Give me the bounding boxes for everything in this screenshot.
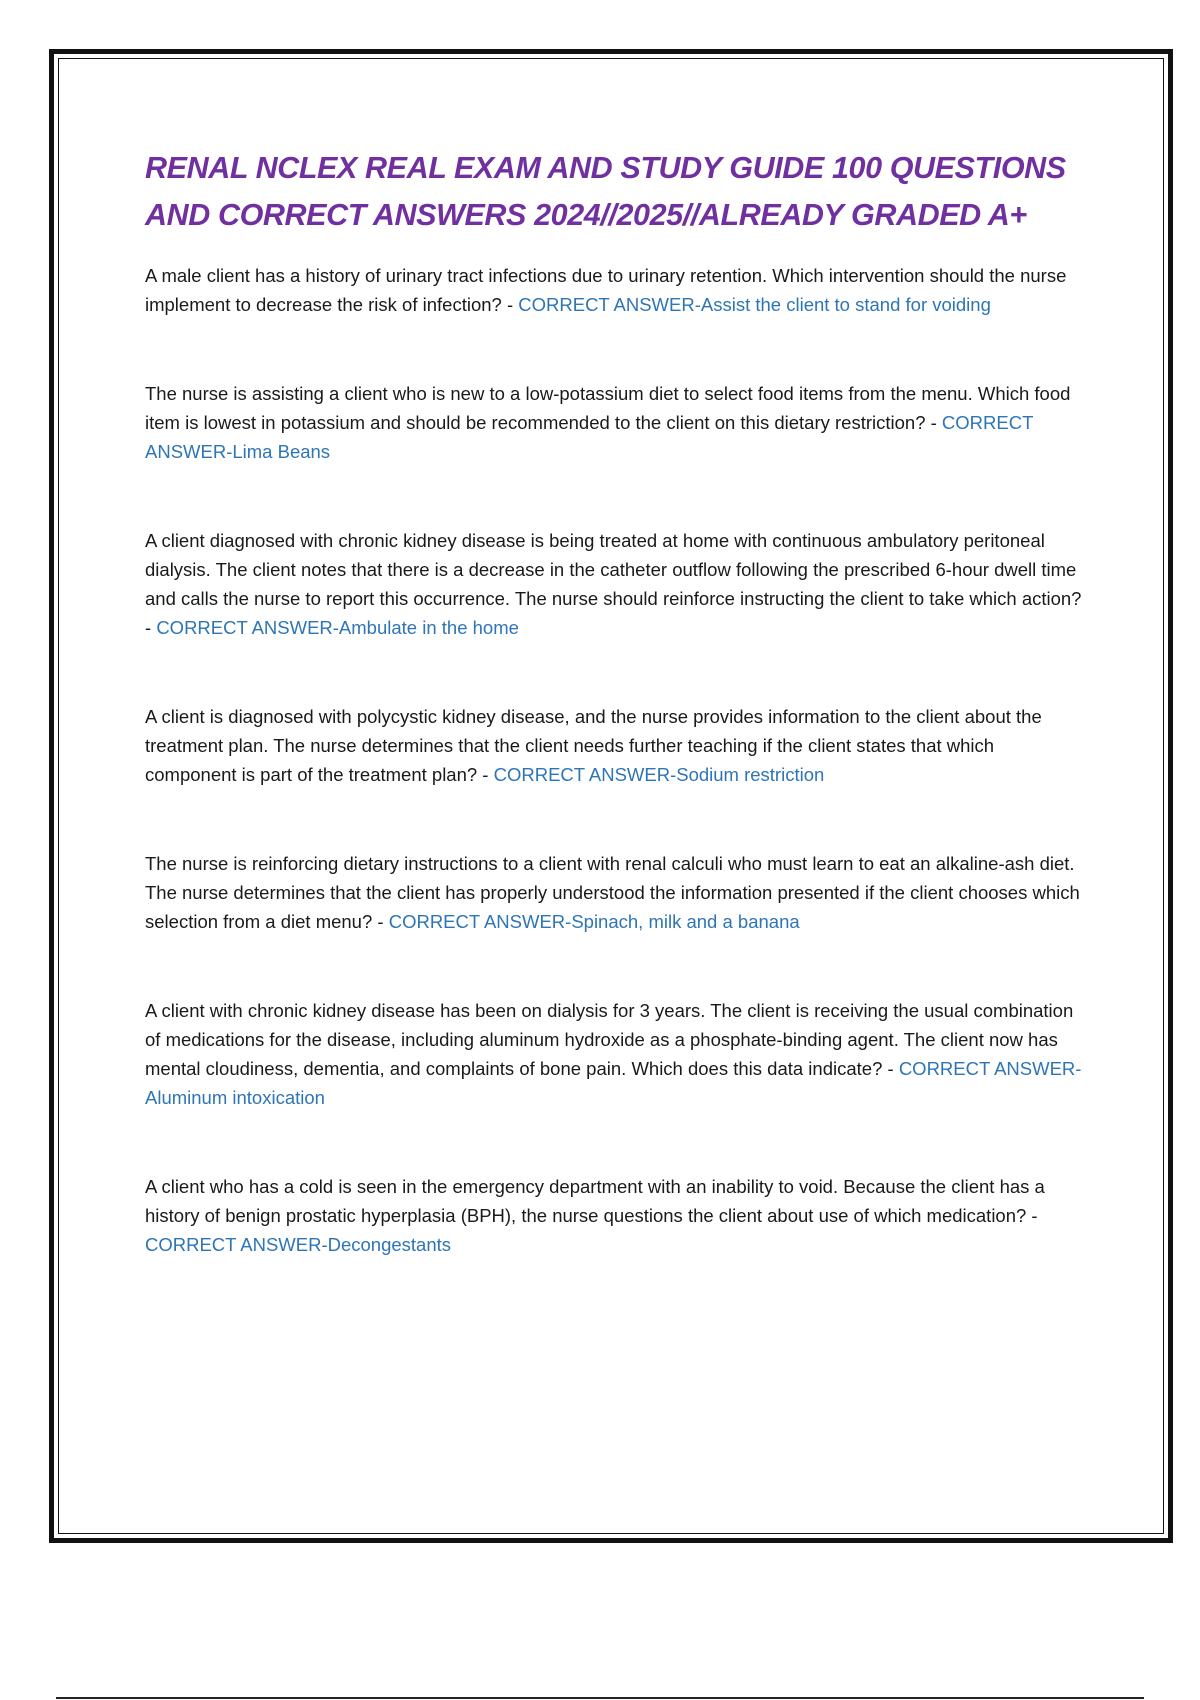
document-content (145, 145, 1090, 1319)
question-text: The nurse is reinforcing dietary instructions to a client with renal calculi who must learn to eat an alkaline-ash diet. The nurse determines that the client has properly understood the information presented if the client chooses which selection from a diet menu? - (145, 853, 1080, 932)
correct-answer: CORRECT ANSWER-Aluminum intoxication (145, 1058, 1082, 1108)
question-block-3 (145, 526, 1090, 642)
question-text: A client who has a cold is seen in the emergency department with an inability to void. Because the client has a history of benign prostatic hyperplasia (BPH), the nurse questions the client about use of which medication? - (145, 1176, 1045, 1226)
question-block-2 (145, 379, 1090, 466)
question-text: A client diagnosed with chronic kidney disease is being treated at home with continuous ambulatory peritoneal dialysis. The client notes that there is a decrease in the catheter outflow following the prescribed 6-hour dwell time and calls the nurse to report this occurrence. The nurse should reinforce instructing the client to take which action? - (145, 530, 1082, 638)
question-block-7 (145, 1172, 1090, 1259)
question-block-6 (145, 996, 1090, 1112)
question-text: A client with chronic kidney disease has been on dialysis for 3 years. The client is receiving the usual combination of medications for the disease, including aluminum hydroxide as a phosphate-binding agent. The client now has mental cloudiness, dementia, and complaints of bone pain. Which does this data indicate? - (145, 1000, 1074, 1079)
correct-answer: CORRECT ANSWER-Ambulate in the home (156, 617, 519, 638)
question-block-4 (145, 702, 1090, 789)
page-bottom-rule (56, 1697, 1144, 1699)
question-text: The nurse is assisting a client who is new to a low-potassium diet to select food items from the menu. Which food item is lowest in potassium and should be recommended to the client on this dietary restriction? - (145, 383, 1071, 433)
correct-answer: CORRECT ANSWER-Sodium restriction (493, 764, 825, 785)
correct-answer: CORRECT ANSWER-Assist the client to stand for voiding (518, 294, 991, 315)
question-text: A client is diagnosed with polycystic kidney disease, and the nurse provides information to the client about the treatment plan. The nurse determines that the client needs further teaching if the client states that which component is part of the treatment plan? - (145, 706, 1042, 785)
question-text: A male client has a history of urinary tract infections due to urinary retention. Which intervention should the nurse implement to decrease the risk of infection? - (145, 265, 1067, 315)
document-title: RENAL NCLEX REAL EXAM AND STUDY GUIDE 100 QUESTIONS AND CORRECT ANSWERS 2024//2025//ALREADY GRADED A+ (145, 151, 1066, 232)
question-block-5 (145, 849, 1090, 936)
question-block-1 (145, 261, 1090, 319)
correct-answer: CORRECT ANSWER-Decongestants (145, 1234, 452, 1255)
correct-answer: CORRECT ANSWER-Spinach, milk and a banana (388, 911, 800, 932)
correct-answer: CORRECT ANSWER-Lima Beans (145, 412, 1034, 462)
